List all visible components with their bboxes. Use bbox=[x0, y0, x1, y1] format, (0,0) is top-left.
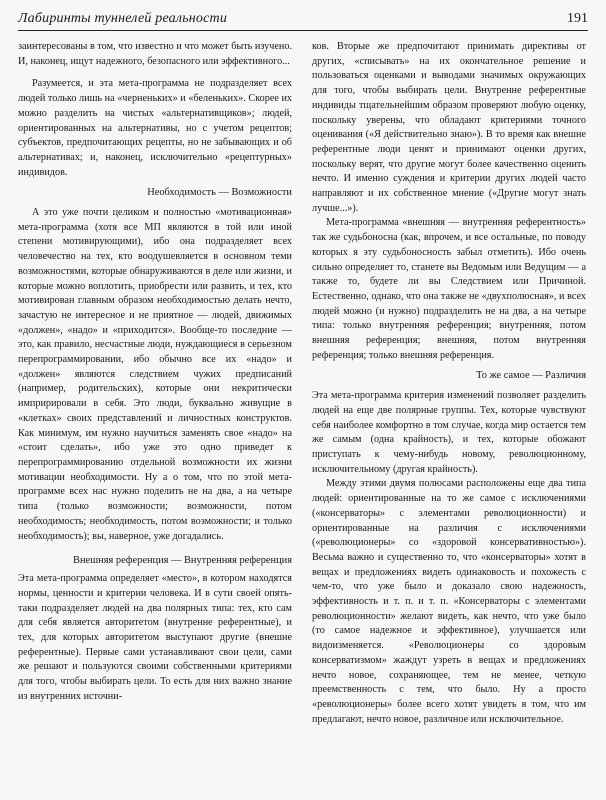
paragraph: ков. Вторые же предпочитают принимать директивы от других, «списывать» на их окончательное решение и пользоваться оценками и выводами значимых окружающих для того, чтобы выбирать цели. Внутренне референтные индивиды тщательнейшим образом проверяют любую оценку, поскольку уверены, что обладают критериями точного оценивания («Я действительно знаю»). В то время как внешне референтные люди ценят и принимают оценки других, поскольку верят, что другие могут более качественно оценить нечто. И именно суждения и критерии других людей часто направляют и их собственное мнение («Другие могут знать лучше...»). bbox=[312, 41, 586, 214]
section-heading: То же самое — Различия bbox=[476, 370, 586, 382]
section-heading: Необходимость — Возможности bbox=[147, 187, 292, 199]
paragraph: А это уже почти целиком и полностью «мотивационная» мета-программа (хотя все МП являются в той или иной степени мотивирующими), ибо она подразделяет всех человечество на тех, кто воодушевляется в основном теми возможностями, которые обнаруживаются в деле или жизни, и которые можно воплотить, приобрести или развить, и тех, кто мотивирован главным образом необходимостью делать нечто, зачастую не интересное и не приятное — людей, движимых «должен», «надо» и «приходится». Вообще-то последние — это, как правило, несчастные люди, нуждающиеся в серьезном перепрограммировании, ибо обычно все их «надо» и «должен» являются следствием чужих предписаний (например, родительских), которые они некритически импририровали в себя. Это люди, буквально живущие в «клетках» своих представлений и личностных конструктов. Как минимум, им нужно научиться заменять свое «надо» на «стоит сделать», ибо уже это одно приведет к перепрограммированию отдельной возможности их жизни мотивации необходимости. Ну а о том, что по этой мета-программе всех нас нужно поделить не на два, а на четыре типа (только возможности; возможности, потом необходимость; необходимость, потом возможности; и только необходимость); вы, наверное, уже догадались. bbox=[18, 207, 292, 542]
paragraph: Эта мета-программа критерия изменений позволяет разделить людей на еще две полярные группы. Тех, которые чувствуют себя наиболее комфортно в том случае, когда мир остается тем же самым (одна крайность), и тех, которые обожают приступать к чему-нибудь новому, революционному, исключительному (другая крайность). bbox=[312, 390, 586, 475]
left-column bbox=[18, 40, 292, 705]
paragraph: Мета-программа «внешняя — внутренняя референтность» так же судьбоносна (как, впрочем, и все остальные, по поводу которых я эту судьбоносность забыл отметить). Ибо очень сильно определяет то, станете вы Ведомым или Ведущим — а также то, будете ли вы Следствием или Причиной. Естественно, однако, что она также не «двухполюсная», и всех людей можно (и нужно) подразделить не на два, а на четыре типа: только внутренняя референция; внутренняя, потом внешняя референция; внешняя, потом внутренняя референция; только внешняя референция. bbox=[312, 217, 586, 361]
right-column bbox=[312, 40, 586, 727]
paragraph: Разумеется, и эта мета-программа не подразделяет всех людей только лишь на «черненьких» и «беленьких». Скорее их можно разделить на чистых «альтернативщиков»; людей, ориентированных на альтернативы, но с учетом рецептов; субъектов, предпочитающих рецепты, но не забывающих и об альтернативах; и, наконец, исключительно «рецептурных» индивидов. bbox=[18, 78, 292, 178]
paragraph: Между этими двумя полюсами расположены еще два типа людей: ориентированные на то же самое с исключениями («консерваторы» с элементами революционности) и ориентированные на различия с исключениями («революционеры» со «здоровой консервативностью»). Весьма важно и существенно то, что «консерваторы» хотят в вещах и предложениях видеть одинаковость и похожесть с чем-то, что уже было и доказало свою надежность, эффективность и т. п. и т. п. «Консерваторы с элементами революционности» желают видеть, как нечто, что уже было (то самое надежное и эффективное), улучшается или видоизменяется. «Революционеры со здоровым консерватизмом» жаждут узреть в вещах и предложениях нечто новое, сохраняющее, тем не менее, четкую преемственность с тем, что было. Ну а просто «революционеры» более всего хотят увидеть в том, что им предлагают, нечто новое, различное или исключительное. bbox=[312, 478, 586, 725]
running-title: Лабиринты туннелей реальности bbox=[18, 11, 228, 26]
page-header bbox=[18, 8, 588, 31]
paragraph: заинтересованы в том, что известно и что может быть изучено. И, наконец, ищут надежного, безопасного или эффективного... bbox=[18, 41, 292, 67]
section-heading: Внешняя референция — Внутренняя референция bbox=[73, 555, 292, 567]
page-number: 191 bbox=[567, 11, 588, 26]
paragraph: Эта мета-программа определяет «место», в котором находятся нормы, ценности и критерии человека. И в сути своей опять-таки подразделяет людей на два полярных типа: тех, кто сам для себя является авторитетом (внутренне референтные), и тех, для которых авторитетом выступают другие (внешне референтные). Первые сами устанавливают свои цели, сами же решают и пользуются своими собственными критериями для того, чтобы выбирать цели. То есть для них важно знание из внутренних источни- bbox=[18, 573, 292, 702]
